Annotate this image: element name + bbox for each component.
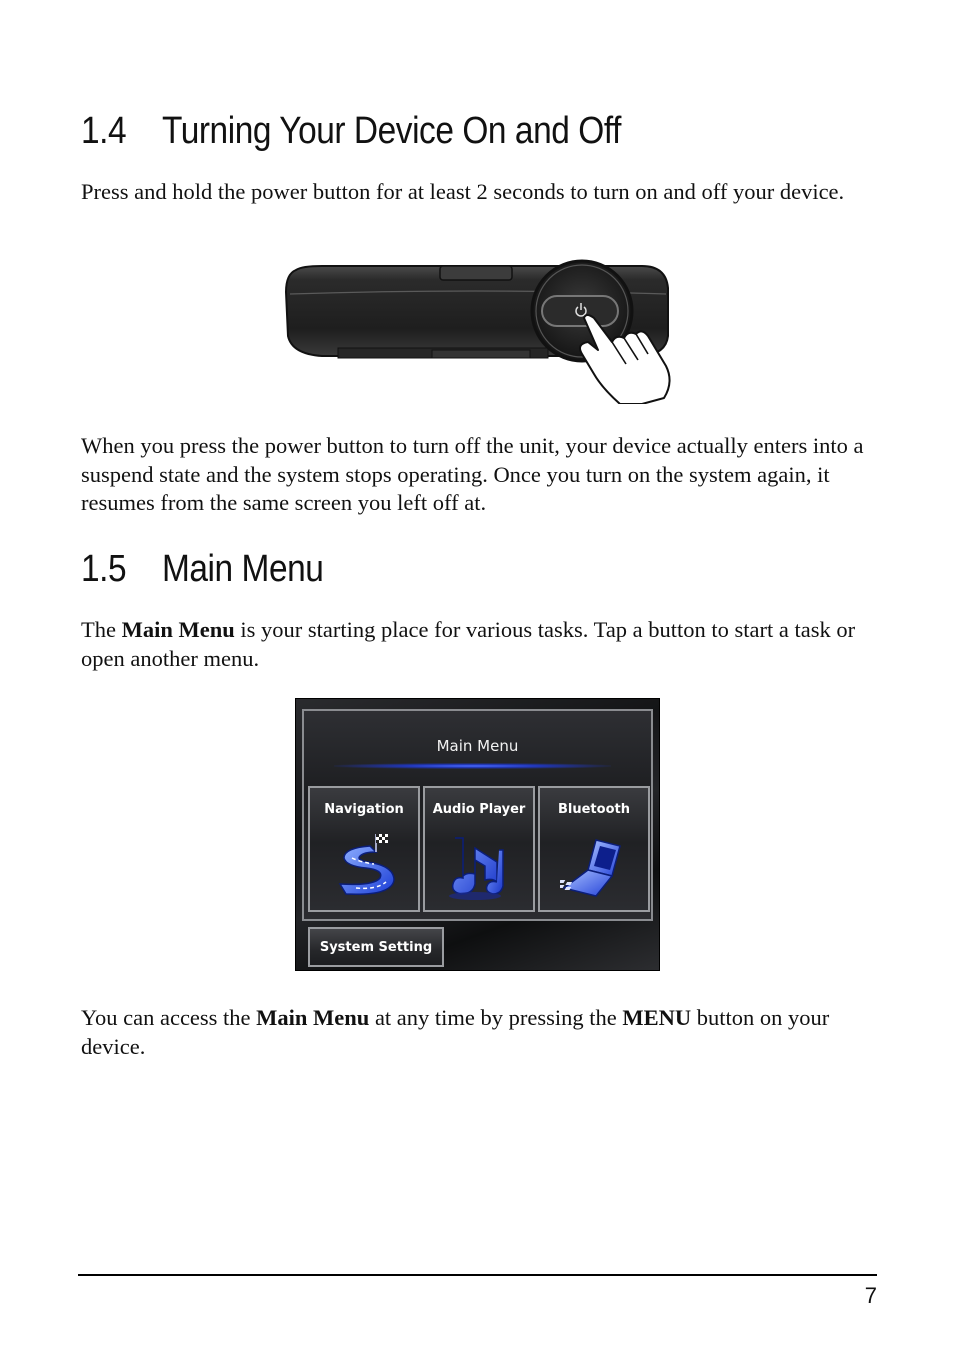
bold-term: Main Menu: [256, 1005, 370, 1030]
text-run: The: [81, 617, 122, 642]
bold-term: Main Menu: [121, 617, 235, 642]
section-title: Main Menu: [161, 548, 324, 590]
bluetooth-button[interactable]: [538, 786, 650, 912]
audio-player-label: Audio Player: [432, 802, 526, 817]
text-run: You can access the: [81, 1005, 257, 1030]
menu-panel: [302, 709, 653, 921]
bold-term: MENU: [622, 1005, 692, 1030]
section-number: 1.5: [81, 548, 127, 590]
bluetooth-label: Bluetooth: [558, 802, 630, 817]
page-number: 7: [864, 1283, 877, 1308]
menu-title: Main Menu: [436, 737, 519, 755]
power-instructions: Press and hold the power button for at least 2 seconds to turn on and off your device.: [81, 179, 845, 204]
device-power-button-illustration: [282, 258, 674, 404]
section-title: Turning Your Device On and Off: [161, 110, 621, 152]
audio-player-button[interactable]: [423, 786, 535, 912]
text-run: is your starting place for various tasks. Tap a button to start a task or open another menu.: [81, 617, 856, 671]
system-setting-button[interactable]: [308, 927, 444, 967]
text-run: at any time by pressing the: [369, 1005, 623, 1030]
navigation-label: Navigation: [324, 802, 404, 817]
navigation-button[interactable]: [308, 786, 420, 912]
section-heading-1-4: [81, 110, 621, 153]
system-setting-label: System Setting: [319, 940, 433, 955]
main-menu-intro: [81, 616, 881, 673]
suspend-explanation: When you press the power button to turn off the unit, your device actually enters into a suspend state and the system stops operating. Once you turn on the system again, it resumes from the same screen you left off at.: [81, 433, 864, 515]
title-underline-glow: [334, 763, 611, 769]
navigation-road-flag-icon: [330, 832, 400, 902]
text-run: button on your device.: [81, 1005, 830, 1059]
flip-phone-icon: [560, 832, 630, 902]
main-menu-screenshot: [295, 698, 660, 971]
section-heading-1-5: [81, 548, 323, 591]
music-notes-icon: [445, 832, 515, 902]
footer-rule: [78, 1274, 877, 1276]
section-number: 1.4: [81, 110, 127, 152]
main-menu-access-note: [81, 1004, 881, 1061]
